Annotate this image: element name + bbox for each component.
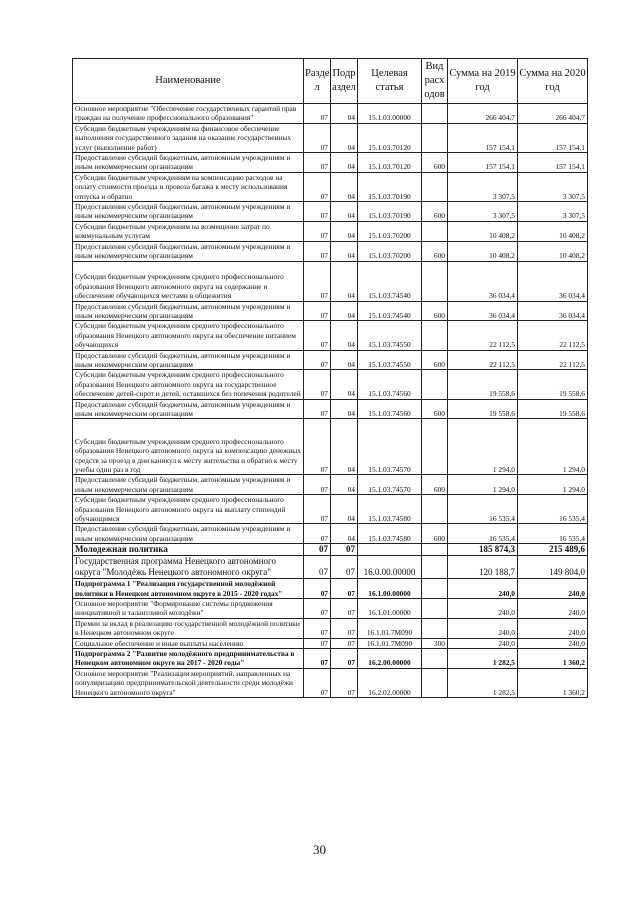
table-row <box>73 419 588 475</box>
row-target: 15.1.03.70120 <box>358 123 422 152</box>
row-kind: 600 <box>422 475 448 495</box>
row-section: 07 <box>304 241 331 261</box>
row-subsection: 07 <box>331 556 358 579</box>
row-subsection: 04 <box>331 419 358 475</box>
header-sum-2020: Сумма на 2020 год <box>518 59 588 104</box>
row-name: Субсидии бюджетным учреждениям среднего профессионального образования Ненецкого автономного округа на государственное обеспечение детей-сирот и детей, оставшихся без попечения родителей <box>73 370 304 399</box>
row-sum-2019: 16 535,4 <box>448 524 518 544</box>
row-sum-2019: 22 112,5 <box>448 350 518 370</box>
row-section: 07 <box>304 202 331 222</box>
table-row <box>73 172 588 201</box>
row-subsection: 07 <box>331 599 358 619</box>
row-sum-2020: 10 408,2 <box>518 221 588 241</box>
row-target: 16.1.01.00000 <box>358 599 422 619</box>
row-section: 07 <box>304 172 331 201</box>
row-kind: 300 <box>422 638 448 648</box>
row-target: 15.1.03.74540 <box>358 301 422 321</box>
row-subsection: 07 <box>331 544 358 556</box>
row-sum-2020: 36 034,4 <box>518 261 588 301</box>
row-target: 15.1.03.70200 <box>358 241 422 261</box>
row-section: 07 <box>304 638 331 648</box>
row-target: 15.1.03.70120 <box>358 153 422 173</box>
row-subsection: 04 <box>331 321 358 350</box>
row-sum-2019: 19 558,6 <box>448 399 518 419</box>
row-target: 15.1.03.74570 <box>358 419 422 475</box>
row-kind <box>422 579 448 599</box>
row-name: Подпрограмма 2 "Развитие молодёжного предпринимательства в Ненецком автономном округе на 2017 - 2020 годы" <box>73 649 304 669</box>
row-subsection: 04 <box>331 399 358 419</box>
row-section: 07 <box>304 301 331 321</box>
row-target: 16.1.01.7М090 <box>358 638 422 648</box>
table-row <box>73 399 588 419</box>
row-name: Предоставление субсидий бюджетным, автономным учреждениям и иным некоммерческим организациям <box>73 524 304 544</box>
row-sum-2020: 157 154,1 <box>518 123 588 152</box>
table-row <box>73 544 588 556</box>
row-sum-2020: 16 535,4 <box>518 495 588 524</box>
row-sum-2020: 240,0 <box>518 579 588 599</box>
row-section: 07 <box>304 668 331 697</box>
row-name: Предоставление субсидий бюджетным, автономным учреждениям и иным некоммерческим организациям <box>73 202 304 222</box>
row-sum-2020: 36 034,4 <box>518 301 588 321</box>
row-section: 07 <box>304 123 331 152</box>
row-section: 07 <box>304 475 331 495</box>
row-kind <box>422 172 448 201</box>
row-kind: 600 <box>422 202 448 222</box>
row-sum-2019: 120 188,7 <box>448 556 518 579</box>
table-row <box>73 475 588 495</box>
row-target: 16.0.00.00000 <box>358 556 422 579</box>
row-sum-2019: 3 307,5 <box>448 202 518 222</box>
row-target: 15.1.03.70200 <box>358 221 422 241</box>
row-sum-2020: 1 294,0 <box>518 419 588 475</box>
row-target: 15.1.03.74550 <box>358 321 422 350</box>
row-target: 15.1.03.74560 <box>358 399 422 419</box>
table-row <box>73 261 588 301</box>
row-kind: 600 <box>422 153 448 173</box>
row-subsection: 04 <box>331 123 358 152</box>
row-kind <box>422 618 448 638</box>
row-name: Субсидии бюджетным учреждениям среднего профессионального образования Ненецкого автономного округа на обеспечение питанием обучающихся <box>73 321 304 350</box>
row-subsection: 04 <box>331 301 358 321</box>
row-sum-2019: 10 408,2 <box>448 221 518 241</box>
table-header-row <box>73 59 588 104</box>
row-name: Субсидии бюджетным учреждениям среднего профессионального образования Ненецкого автономного округа на содержание и обеспечение обучающихся местами в общежития <box>73 261 304 301</box>
row-subsection: 04 <box>331 221 358 241</box>
row-sum-2020: 215 489,6 <box>518 544 588 556</box>
row-subsection: 04 <box>331 524 358 544</box>
row-subsection: 04 <box>331 104 358 124</box>
table-row <box>73 370 588 399</box>
row-subsection: 04 <box>331 172 358 201</box>
row-kind: 600 <box>422 399 448 419</box>
row-name: Предоставление субсидий бюджетным, автономным учреждениям и иным некоммерческим организациям <box>73 350 304 370</box>
row-sum-2020: 10 408,2 <box>518 241 588 261</box>
row-sum-2019: 157 154,1 <box>448 153 518 173</box>
row-sum-2020: 19 558,6 <box>518 399 588 419</box>
table-body <box>73 104 588 698</box>
row-target: 16.1.00.00000 <box>358 579 422 599</box>
header-kind: Вид расх одов <box>422 59 448 104</box>
row-name: Основное мероприятие "Обеспечение государственных гарантий прав граждан на получение профессионального образования" <box>73 104 304 124</box>
row-section: 07 <box>304 350 331 370</box>
row-name: Предоставление субсидий бюджетным, автономным учреждениям и иным некоммерческим организациям <box>73 475 304 495</box>
table-row <box>73 241 588 261</box>
header-subsection: Подр аздел <box>331 59 358 104</box>
row-name: Подпрограмма 1 "Реализация государственной молодёжной политики в Ненецком автономном округе в 2015 - 2020 годах" <box>73 579 304 599</box>
row-target: 16.2.00.00000 <box>358 649 422 669</box>
row-kind <box>422 668 448 697</box>
row-section: 07 <box>304 419 331 475</box>
row-kind <box>422 495 448 524</box>
row-subsection: 04 <box>331 475 358 495</box>
row-sum-2019: 240,0 <box>448 618 518 638</box>
row-section: 07 <box>304 370 331 399</box>
table-row <box>73 579 588 599</box>
row-section: 07 <box>304 599 331 619</box>
table-row <box>73 495 588 524</box>
row-kind <box>422 556 448 579</box>
row-sum-2020: 16 535,4 <box>518 524 588 544</box>
table-row <box>73 153 588 173</box>
table-row <box>73 638 588 648</box>
row-subsection: 07 <box>331 618 358 638</box>
row-sum-2020: 1 294,0 <box>518 475 588 495</box>
row-sum-2019: 16 535,4 <box>448 495 518 524</box>
row-subsection: 04 <box>331 202 358 222</box>
row-kind: 600 <box>422 350 448 370</box>
row-kind: 600 <box>422 524 448 544</box>
table-row <box>73 321 588 350</box>
row-kind <box>422 123 448 152</box>
row-sum-2019: 3 307,5 <box>448 172 518 201</box>
row-sum-2019: 240,0 <box>448 579 518 599</box>
row-kind <box>422 221 448 241</box>
header-sum-2019: Сумма на 2019 год <box>448 59 518 104</box>
table-row <box>73 350 588 370</box>
row-kind: 600 <box>422 301 448 321</box>
row-target <box>358 544 422 556</box>
page-number: 30 <box>313 842 326 857</box>
row-target: 15.1.03.70190 <box>358 202 422 222</box>
row-name: Предоставление субсидий бюджетным, автономным учреждениям и иным некоммерческим организациям <box>73 153 304 173</box>
row-sum-2019: 19 558,6 <box>448 370 518 399</box>
row-target: 15.1.03.74560 <box>358 370 422 399</box>
row-section: 07 <box>304 579 331 599</box>
row-name: Молодежная политика <box>73 544 304 556</box>
row-name: Премии за вклад в реализацию государственной молодёжной политики в Ненецком автономном округе <box>73 618 304 638</box>
row-subsection: 07 <box>331 668 358 697</box>
row-name: Субсидии бюджетным учреждениям на финансовое обеспечение выполнения государственного задания на оказание государственных услуг (выполнение работ) <box>73 123 304 152</box>
header-target: Целевая статья <box>358 59 422 104</box>
row-target: 15.1.03.74550 <box>358 350 422 370</box>
row-name: Основное мероприятие "Реализация мероприятий, направленных на популяризацию предпринимательской деятельности среди молодёжи Ненецкого автономного округа" <box>73 668 304 697</box>
row-sum-2020: 3 307,5 <box>518 172 588 201</box>
row-target: 15.1.03.70190 <box>358 172 422 201</box>
row-sum-2020: 157 154,1 <box>518 153 588 173</box>
row-kind <box>422 599 448 619</box>
row-sum-2020: 19 558,6 <box>518 370 588 399</box>
row-sum-2020: 1 360,2 <box>518 649 588 669</box>
row-kind <box>422 104 448 124</box>
row-section: 07 <box>304 321 331 350</box>
row-kind <box>422 649 448 669</box>
row-kind <box>422 261 448 301</box>
table-row <box>73 221 588 241</box>
row-name: Предоставление субсидий бюджетным, автономным учреждениям и иным некоммерческим организациям <box>73 399 304 419</box>
row-sum-2020: 3 307,5 <box>518 202 588 222</box>
row-target: 16.1.01.7М090 <box>358 618 422 638</box>
row-sum-2020: 240,0 <box>518 638 588 648</box>
table-row <box>73 202 588 222</box>
row-section: 07 <box>304 556 331 579</box>
row-sum-2020: 149 804,0 <box>518 556 588 579</box>
row-sum-2019: 10 408,2 <box>448 241 518 261</box>
row-name: Государственная программа Ненецкого автономного округа "Молодёжь Ненецкого автономного округа" <box>73 556 304 579</box>
row-section: 07 <box>304 104 331 124</box>
row-section: 07 <box>304 399 331 419</box>
row-section: 07 <box>304 544 331 556</box>
row-kind <box>422 544 448 556</box>
row-subsection: 07 <box>331 638 358 648</box>
row-name: Субсидии бюджетным учреждениям среднего профессионального образования Ненецкого автономного округа на компенсацию денежных средств за проезд в дни каникул к месту жительства и обратно к месту учебы один раз в год <box>73 419 304 475</box>
row-sum-2019: 22 112,5 <box>448 321 518 350</box>
table-row <box>73 649 588 669</box>
table-row <box>73 556 588 579</box>
row-sum-2019: 1 294,0 <box>448 475 518 495</box>
row-name: Субсидии бюджетным учреждениям среднего профессионального образования Ненецкого автономного округа на выплату стипендий обучающимся <box>73 495 304 524</box>
row-sum-2019: 240,0 <box>448 638 518 648</box>
row-section: 07 <box>304 618 331 638</box>
table-row <box>73 104 588 124</box>
row-target: 16.2.02.00000 <box>358 668 422 697</box>
table-row <box>73 599 588 619</box>
row-name: Субсидии бюджетным учреждениям на возмещение затрат по коммунальным услугам <box>73 221 304 241</box>
row-sum-2020: 22 112,5 <box>518 350 588 370</box>
row-name: Предоставление субсидий бюджетным, автономным учреждениям и иным некоммерческим организациям <box>73 301 304 321</box>
row-target: 15.1.03.74540 <box>358 261 422 301</box>
row-sum-2019: 157 154,1 <box>448 123 518 152</box>
row-section: 07 <box>304 221 331 241</box>
header-name: Наименование <box>73 59 304 104</box>
row-section: 07 <box>304 649 331 669</box>
row-sum-2019: 1 282,5 <box>448 668 518 697</box>
row-target: 15.1.03.74580 <box>358 495 422 524</box>
row-target: 15.1.03.74580 <box>358 524 422 544</box>
table-row <box>73 123 588 152</box>
row-kind <box>422 419 448 475</box>
table-row <box>73 524 588 544</box>
row-name: Основное мероприятие "Формирование системы продвижения инициативной и талантливой молодёжи" <box>73 599 304 619</box>
table-row <box>73 301 588 321</box>
row-sum-2020: 240,0 <box>518 618 588 638</box>
row-target: 15.1.03.00000 <box>358 104 422 124</box>
table-row <box>73 668 588 697</box>
row-kind: 600 <box>422 241 448 261</box>
row-name: Субсидии бюджетным учреждениям на компенсацию расходов на оплату стоимости проезда и провоза багажа к месту использования отпуска и обратно <box>73 172 304 201</box>
row-section: 07 <box>304 524 331 544</box>
row-subsection: 04 <box>331 350 358 370</box>
row-sum-2020: 22 112,5 <box>518 321 588 350</box>
row-sum-2019: 36 034,4 <box>448 301 518 321</box>
budget-table <box>72 58 588 698</box>
row-name: Предоставление субсидий бюджетным, автономным учреждениям и иным некоммерческим организациям <box>73 241 304 261</box>
row-sum-2019: 266 404,7 <box>448 104 518 124</box>
row-subsection: 07 <box>331 579 358 599</box>
row-sum-2019: 36 034,4 <box>448 261 518 301</box>
row-sum-2019: 1 282,5 <box>448 649 518 669</box>
row-subsection: 04 <box>331 153 358 173</box>
row-subsection: 07 <box>331 649 358 669</box>
row-sum-2020: 266 404,7 <box>518 104 588 124</box>
row-section: 07 <box>304 261 331 301</box>
row-subsection: 04 <box>331 241 358 261</box>
row-sum-2019: 240,0 <box>448 599 518 619</box>
row-subsection: 04 <box>331 495 358 524</box>
row-sum-2020: 240,0 <box>518 599 588 619</box>
row-subsection: 04 <box>331 261 358 301</box>
row-section: 07 <box>304 153 331 173</box>
row-kind <box>422 321 448 350</box>
row-sum-2019: 185 874,3 <box>448 544 518 556</box>
row-kind <box>422 370 448 399</box>
header-section: Разде л <box>304 59 331 104</box>
row-sum-2019: 1 294,0 <box>448 419 518 475</box>
table-row <box>73 618 588 638</box>
row-name: Социальное обеспечение и иные выплаты населению <box>73 638 304 648</box>
row-section: 07 <box>304 495 331 524</box>
row-subsection: 04 <box>331 370 358 399</box>
row-sum-2020: 1 360,2 <box>518 668 588 697</box>
budget-table-container <box>72 58 587 698</box>
row-target: 15.1.03.74570 <box>358 475 422 495</box>
